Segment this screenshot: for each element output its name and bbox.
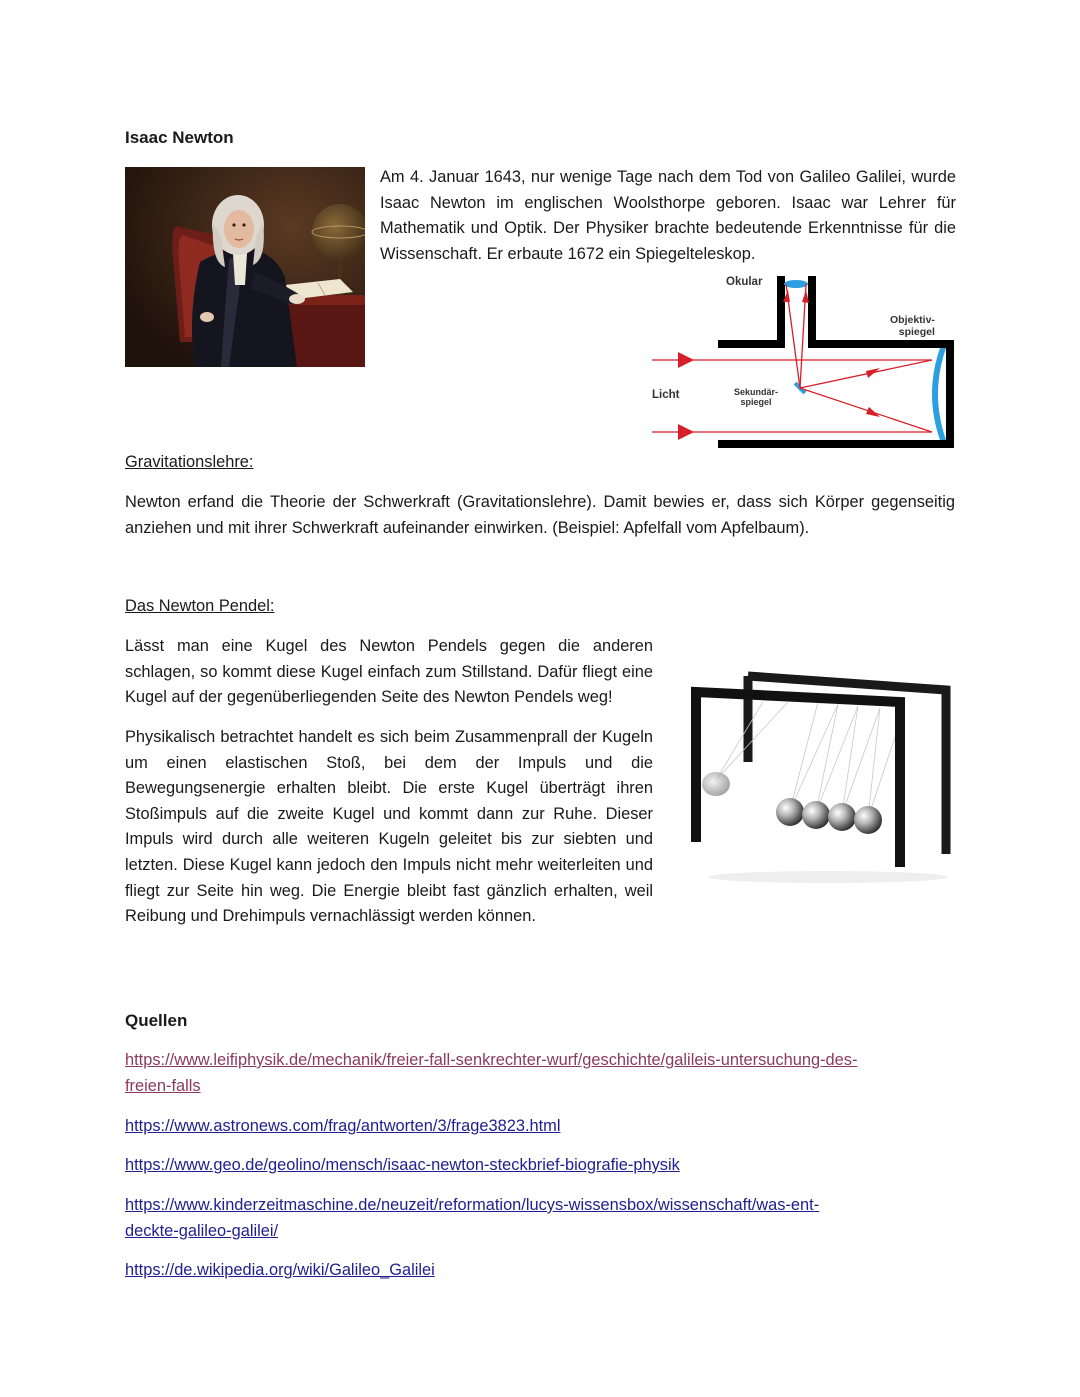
gravitation-paragraph: Newton erfand die Theorie der Schwerkraft (Gravitationslehre). Damit bewies er, dass sich Körper gegenseitig anziehen und mit ihrer Schwerkraft aufeinander einwirken. (Beispiel: Apfelfall vom Apfelbaum). — [125, 493, 955, 537]
source-link-4-line1[interactable]: https://www.kinderzeitmaschine.de/neuzeit/reformation/lucys-wissensbox/wissenschaft/was-ent- — [125, 1196, 820, 1214]
newton-cradle-svg — [668, 662, 958, 892]
newton-portrait-image — [125, 167, 365, 367]
source-link-2-line1[interactable]: https://www.astronews.com/frag/antworten/3/frage3823.html — [125, 1117, 561, 1135]
source-link-1-line1[interactable]: https://www.leifiphysik.de/mechanik/freier-fall-senkrechter-wurf/geschichte/galileis-untersuchung-des- — [125, 1051, 858, 1069]
label-objektivspiegel — [890, 314, 935, 338]
source-link-1[interactable] — [125, 1048, 965, 1099]
source-link-2[interactable] — [125, 1114, 965, 1140]
eyepiece-left-wall — [777, 276, 785, 348]
label-sekundaerspiegel-line2: spiegel — [740, 397, 772, 407]
newton-intro-paragraph: Am 4. Januar 1643, nur wenige Tage nach dem Tod von Galileo Galilei, wurde Isaac Newton im englischen Woolsthorpe geboren. Isaac war Lehrer für Mathematik und Optik. Der Physiker brachte bedeutende Erkenntnisse für die Wissenschaft. Er erbaute 1672 ein Spiegelteleskop. — [380, 168, 956, 263]
newton-cradle-image — [668, 662, 958, 892]
portrait-illustration — [125, 167, 365, 367]
section-title-isaac-newton: Isaac Newton — [125, 128, 234, 147]
tube-bottom-wall — [718, 440, 954, 448]
primary-mirror — [932, 348, 946, 440]
source-link-5-line1[interactable]: https://de.wikipedia.org/wiki/Galileo_Galilei — [125, 1261, 435, 1279]
tube-back-wall — [946, 340, 954, 448]
source-link-3-line1[interactable]: https://www.geo.de/geolino/mensch/isaac-newton-steckbrief-biografie-physik — [125, 1156, 680, 1174]
heading-gravitationslehre: Gravitationslehre: — [125, 453, 254, 471]
source-link-1-line2[interactable]: freien-falls — [125, 1076, 201, 1095]
telescope-svg — [640, 268, 960, 458]
source-link-3[interactable] — [125, 1153, 965, 1179]
label-okular: Okular — [726, 276, 763, 288]
label-objektivspiegel-line2: spiegel — [898, 326, 935, 338]
eyepiece-right-wall — [808, 276, 816, 348]
pendel-paragraph-1: Lässt man eine Kugel des Newton Pendels gegen die anderen schlagen, so kommt diese Kugel einfach zum Stillstand. Dafür fliegt eine Kugel auf der gegenüberliegenden Seite des Newton Pendels weg! — [125, 637, 653, 707]
pendel-paragraph-2: Physikalisch betrachtet handelt es sich beim Zusammenprall der Kugeln um einen elastischen Stoß, bei dem der Impuls und die Bewegungsenergie erhalten bleibt. Die erste Kugel überträgt ihren Stoßimpuls auf die zweite Kugel und kommt dann zur Ruhe. Dieser Impuls wird durch alle weiteren Kugeln geleitet bis zur siebten und letzten. Diese Kugel kann jedoch den Impuls nicht mehr weiterleiten und fliegt zur Seite hin weg. Die Energie bleibt fast gänzlich erhalten, weil Reibung und Drehimpuls vernachlässigt werden können. — [125, 728, 653, 926]
label-sekundaerspiegel — [734, 387, 778, 407]
source-link-5[interactable] — [125, 1258, 965, 1284]
spiegelteleskop-diagram — [640, 268, 960, 458]
eyepiece-lens — [784, 280, 808, 288]
heading-quellen: Quellen — [125, 1011, 188, 1030]
tube-top-right-wall — [808, 340, 954, 348]
heading-newton-pendel: Das Newton Pendel: — [125, 597, 275, 615]
tube-top-left-wall — [718, 340, 785, 348]
label-licht: Licht — [652, 389, 680, 401]
source-link-4-line2[interactable]: deckte-galileo-galilei/ — [125, 1221, 279, 1240]
label-sekundaerspiegel-line1: Sekundär- — [734, 387, 779, 397]
source-link-4[interactable] — [125, 1193, 965, 1244]
label-objektivspiegel-line1: Objektiv- — [890, 314, 935, 326]
